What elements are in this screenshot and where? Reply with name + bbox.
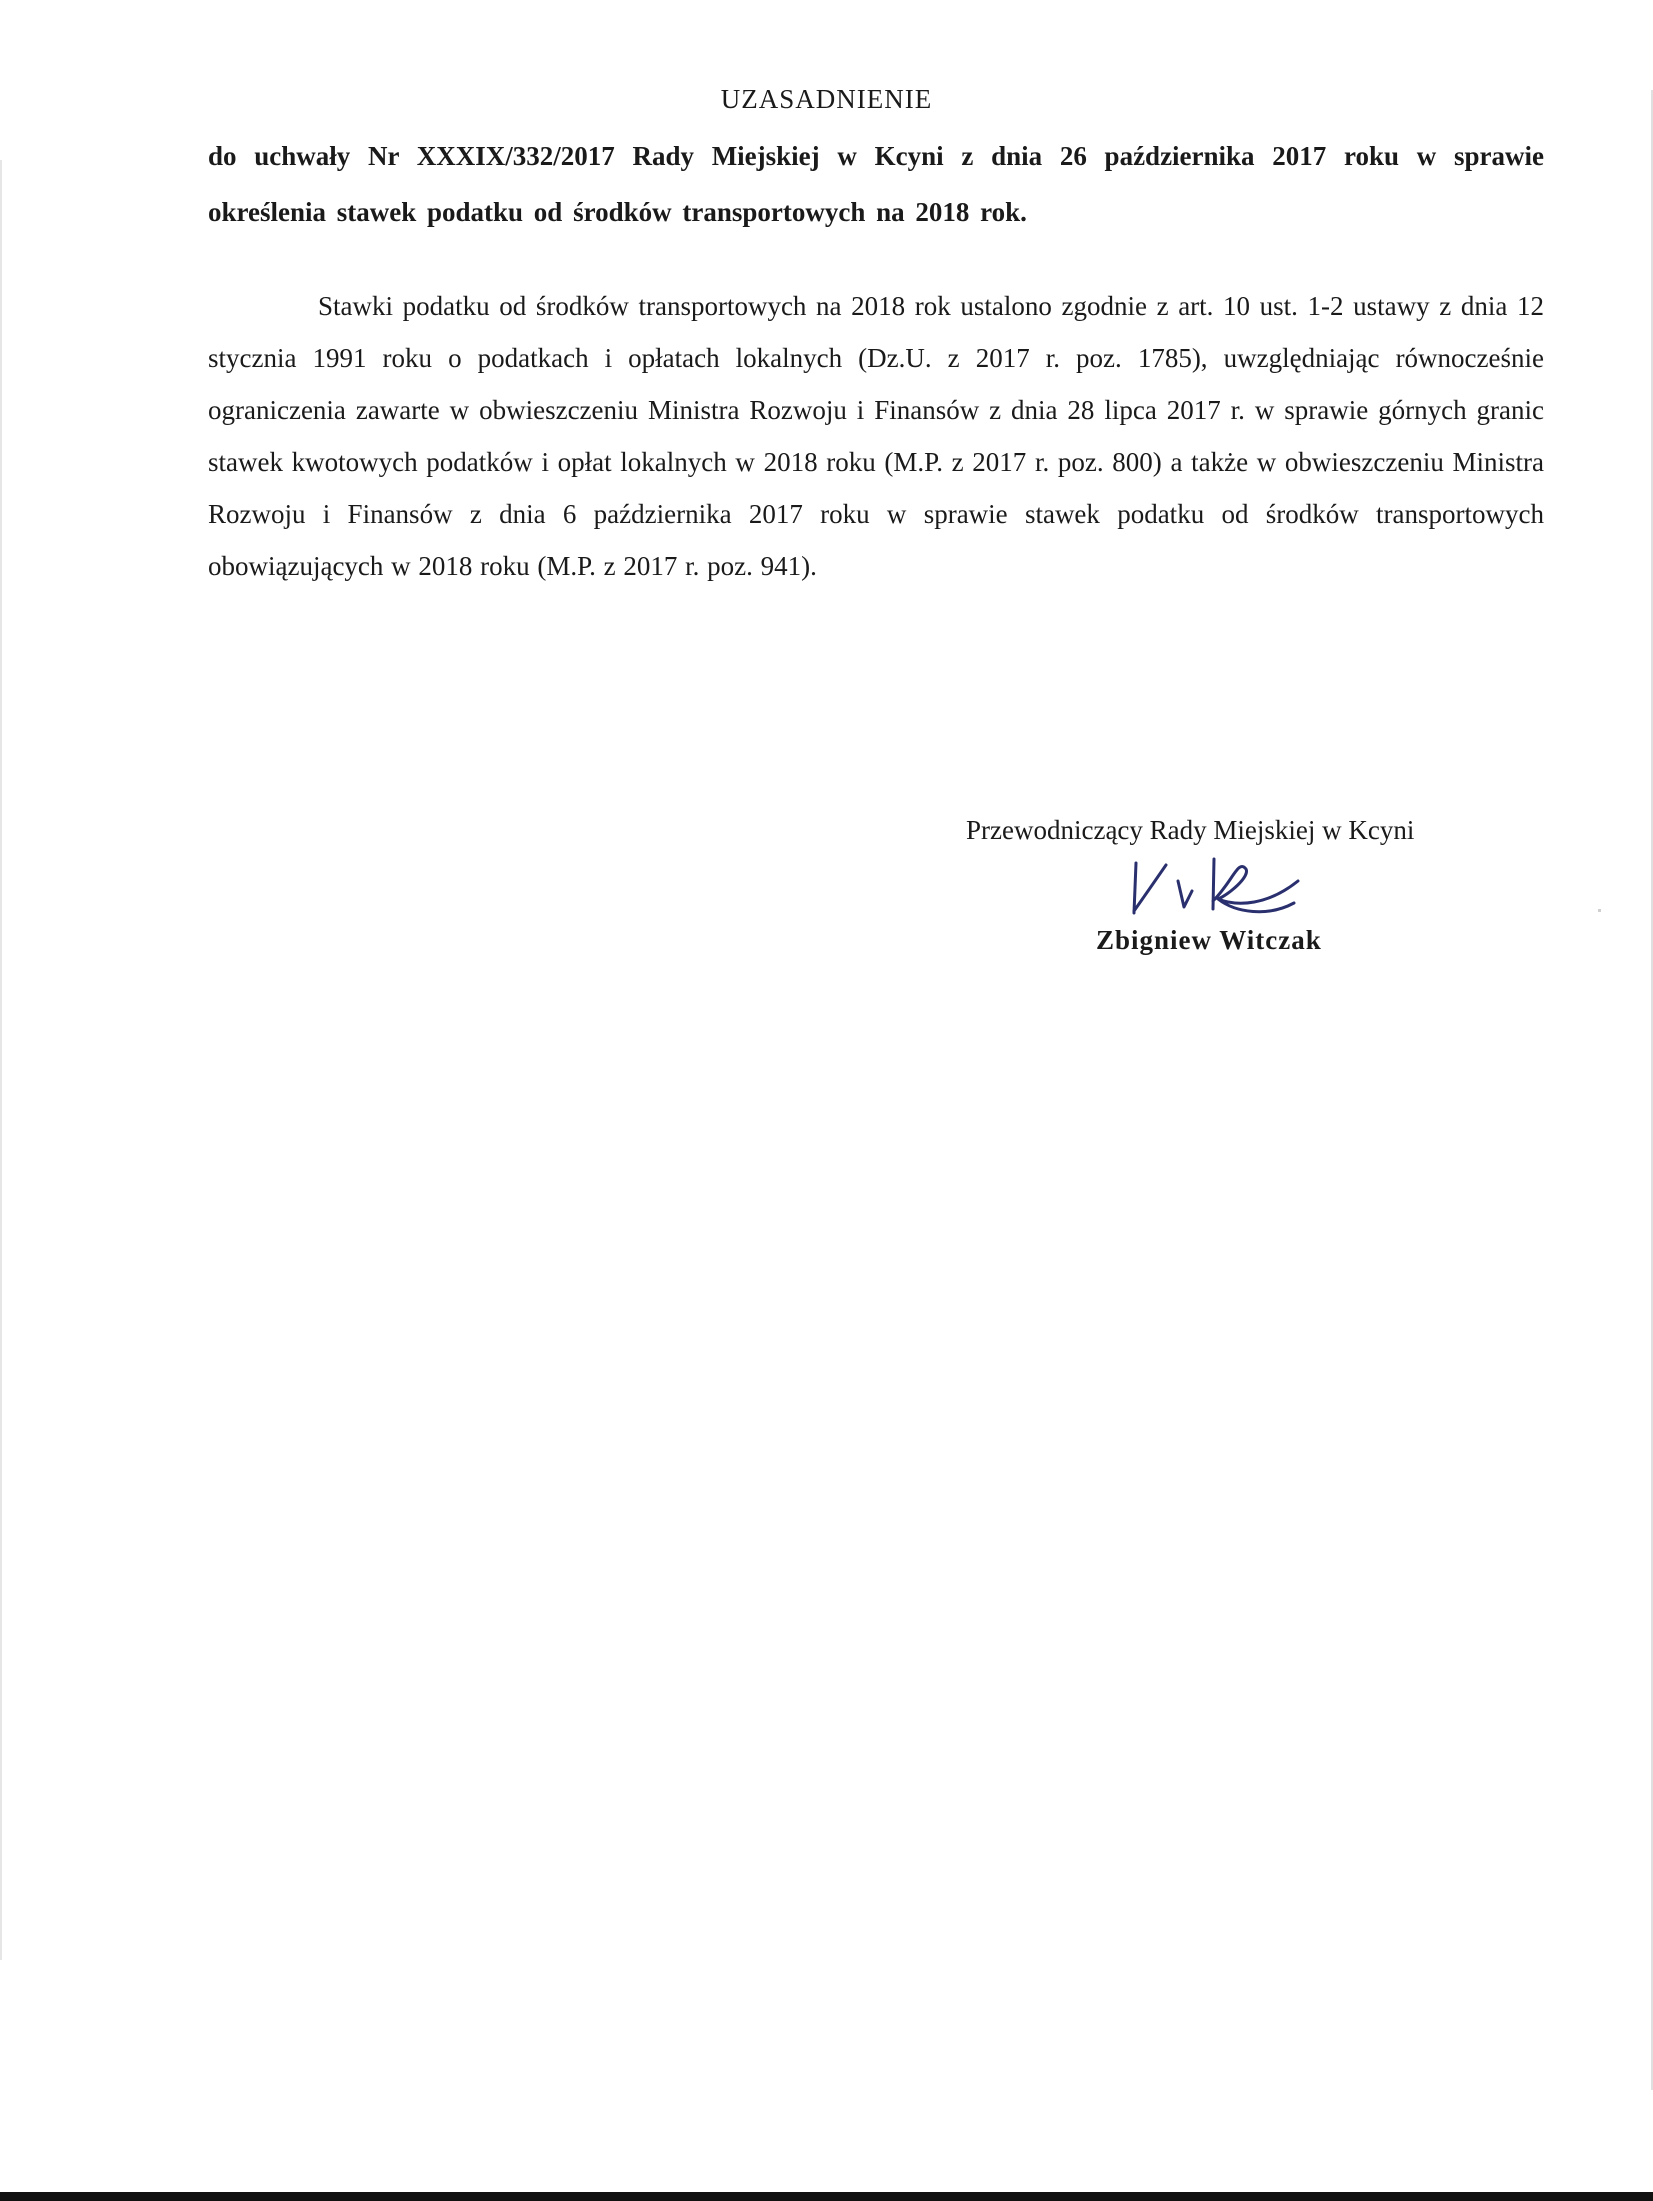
document-subtitle: do uchwały Nr XXXIX/332/2017 Rady Miejskiej w Kcyni z dnia 26 października 2017 roku w sprawie określenia stawek podatku od środków transportowych na 2018 rok.: [208, 141, 1544, 227]
signatory-name: Zbigniew Witczak: [1096, 925, 1322, 955]
scan-edge-bottom: [0, 2192, 1653, 2201]
scan-edge-left: [0, 160, 2, 1960]
scan-speck: [1598, 909, 1601, 912]
document-heading: UZASADNIENIE: [720, 84, 933, 114]
handwritten-signature: [1118, 851, 1308, 931]
signatory-title: Przewodniczący Rady Miejskiej w Kcyni: [966, 815, 1415, 845]
justification-paragraph: Stawki podatku od środków transportowych na 2018 rok ustalono zgodnie z art. 10 ust. 1-2 ustawy z dnia 12 stycznia 1991 roku o podatkach i opłatach lokalnych (Dz.U. z 2017 r. poz. 1785), uwzględniając równocześnie ograniczenia zawarte w obwieszczeniu Ministra Rozwoju i Finansów z dnia 28 lipca 2017 r. w sprawie górnych granic stawek kwotowych podatków i opłat lokalnych w 2018 roku (M.P. z 2017 r. poz. 800) a także w obwieszczeniu Ministra Rozwoju i Finansów z dnia 6 października 2017 roku w sprawie stawek podatku od środków transportowych obowiązujących w 2018 roku (M.P. z 2017 r. poz. 941).: [208, 291, 1544, 581]
signature-block: [966, 815, 1486, 975]
